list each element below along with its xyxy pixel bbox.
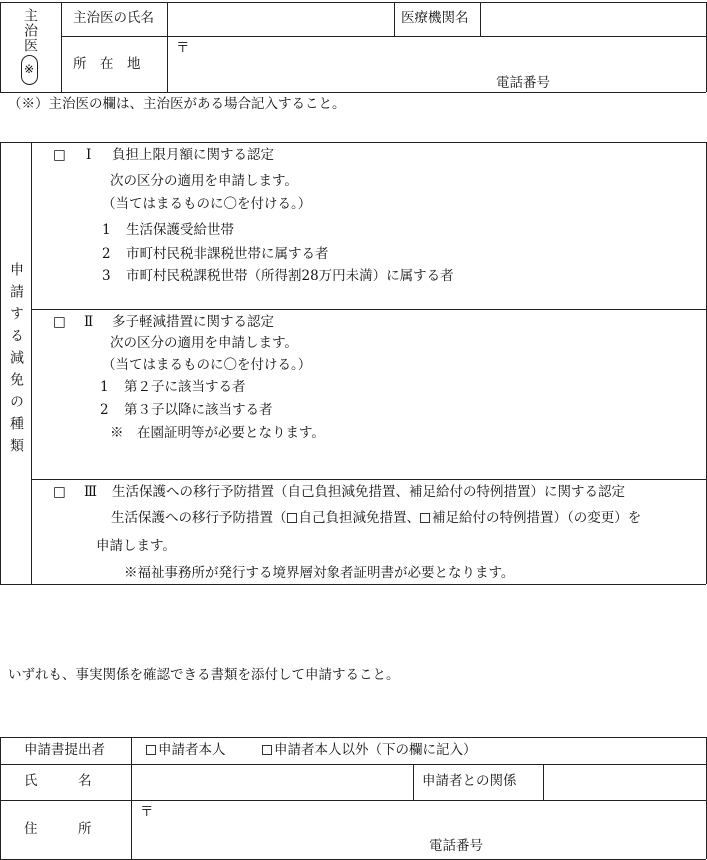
rule <box>0 764 706 765</box>
rule <box>0 737 1 859</box>
section-2-checkbox[interactable]: □ <box>53 314 66 330</box>
submitter-option-other[interactable] <box>262 744 477 758</box>
section-1-title: 負担上限月額に関する認定 <box>112 147 274 163</box>
rule <box>0 2 1 92</box>
section-2-item-2-text: 第３子以降に該当する者 <box>124 402 273 418</box>
submitter-option-self[interactable] <box>146 744 226 758</box>
reduction-side-label: 申請する減免の種類 <box>8 262 24 460</box>
doctor-note: （※）主治医の欄は、主治医がある場合記入すること。 <box>8 96 346 112</box>
section-1-item-3-num: 3 <box>102 268 111 284</box>
section-2-line2: （当てはまるものに〇を付ける。） <box>102 357 312 373</box>
rule <box>0 800 706 801</box>
self-pay-reduction-label: 自己負担減免措置、 <box>298 510 420 526</box>
section-2-item-1-text: 第２子に該当する者 <box>124 379 246 395</box>
relation-label: 申請者との関係 <box>422 773 517 789</box>
rule <box>413 764 414 800</box>
section-1-item-3-text: 市町村民税課税世帯（所得割28万円未満）に属する者 <box>126 268 454 284</box>
section-1-checkbox[interactable]: □ <box>53 147 66 163</box>
section-2-item-2-num: 2 <box>100 402 109 418</box>
rule <box>31 479 706 480</box>
doctor-phone-input[interactable] <box>560 70 704 91</box>
doctor-side-label: 主治医 <box>22 8 38 53</box>
submitter-label: 申請書提出者 <box>24 742 105 758</box>
rule <box>394 2 395 36</box>
section-3-checkbox[interactable]: □ <box>53 484 66 500</box>
submitter-self-label: 申請者本人 <box>158 742 226 758</box>
institution-input[interactable] <box>481 4 705 35</box>
doctor-side-mark-bracket <box>21 55 38 85</box>
rule <box>0 92 706 93</box>
section-2-line1: 次の区分の適用を申請します。 <box>110 335 298 351</box>
doctor-phone-label: 電話番号 <box>496 75 550 91</box>
section-1-item-2-num: 2 <box>102 246 111 262</box>
supplementary-benefit-checkbox[interactable] <box>420 513 430 523</box>
section-3-line1 <box>111 512 641 526</box>
section-1-line1: 次の区分の適用を申請します。 <box>110 173 298 189</box>
rule <box>0 142 706 143</box>
doctor-name-label: 主治医の氏名 <box>73 10 154 26</box>
section-1-item-2-text: 市町村民税非課税世帯に属する者 <box>126 246 329 262</box>
submitter-address-input[interactable] <box>156 803 704 831</box>
section-3-line1-prefix: 生活保護への移行予防措置（ <box>111 510 287 526</box>
doctor-address-label: 所 在 地 <box>73 56 141 72</box>
section-1-item-1-text: 生活保護受給世帯 <box>126 222 234 238</box>
doctor-side-mark: ※ <box>24 62 35 76</box>
submitter-self-checkbox[interactable] <box>146 745 156 755</box>
rule <box>0 142 1 584</box>
section-2-note: ※ 在園証明等が必要となります。 <box>110 425 325 441</box>
attachment-note: いずれも、事実関係を確認できる書類を添付して申請すること。 <box>8 667 400 683</box>
rule <box>0 2 706 3</box>
rule <box>61 36 706 37</box>
doctor-postal-mark: 〒 <box>176 40 190 56</box>
section-1-line2: （当てはまるものに〇を付ける。） <box>102 196 312 212</box>
submitter-other-checkbox[interactable] <box>262 745 272 755</box>
doctor-name-input[interactable] <box>168 4 393 35</box>
supplementary-benefit-label: 補足給付の特例措置）（の変更）を <box>432 510 642 526</box>
institution-label: 医療機関名 <box>401 10 469 26</box>
submitter-name-input[interactable] <box>132 766 412 799</box>
submitter-name-label: 氏 名 <box>24 773 92 789</box>
rule <box>0 737 706 738</box>
submitter-other-label: 申請者本人以外（下の欄に記入） <box>274 742 477 758</box>
rule <box>61 2 62 92</box>
section-1-numeral: Ⅰ <box>86 147 92 163</box>
rule <box>0 584 706 585</box>
section-3-note: ※福祉事務所が発行する境界層対象者証明書が必要となります。 <box>124 565 515 581</box>
submitter-address-label: 住 所 <box>24 821 92 837</box>
section-2-item-1-num: 1 <box>100 379 109 395</box>
doctor-address-input[interactable] <box>192 38 704 66</box>
section-2-title: 多子軽減措置に関する認定 <box>112 314 274 330</box>
submitter-phone-input[interactable] <box>492 834 704 857</box>
relation-input[interactable] <box>544 766 705 799</box>
self-pay-reduction-checkbox[interactable] <box>287 513 297 523</box>
rule <box>31 309 706 310</box>
section-3-title: 生活保護への移行予防措置（自己負担減免措置、補足給付の特例措置）に関する認定 <box>112 484 625 500</box>
section-3-numeral: Ⅲ <box>84 484 98 500</box>
section-1-item-1-num: 1 <box>102 222 111 238</box>
section-3-line2: 申請します。 <box>96 538 176 554</box>
rule <box>31 142 32 584</box>
submitter-postal-mark: 〒 <box>140 804 154 820</box>
section-2-numeral: Ⅱ <box>84 314 94 330</box>
submitter-phone-label: 電話番号 <box>429 838 483 854</box>
